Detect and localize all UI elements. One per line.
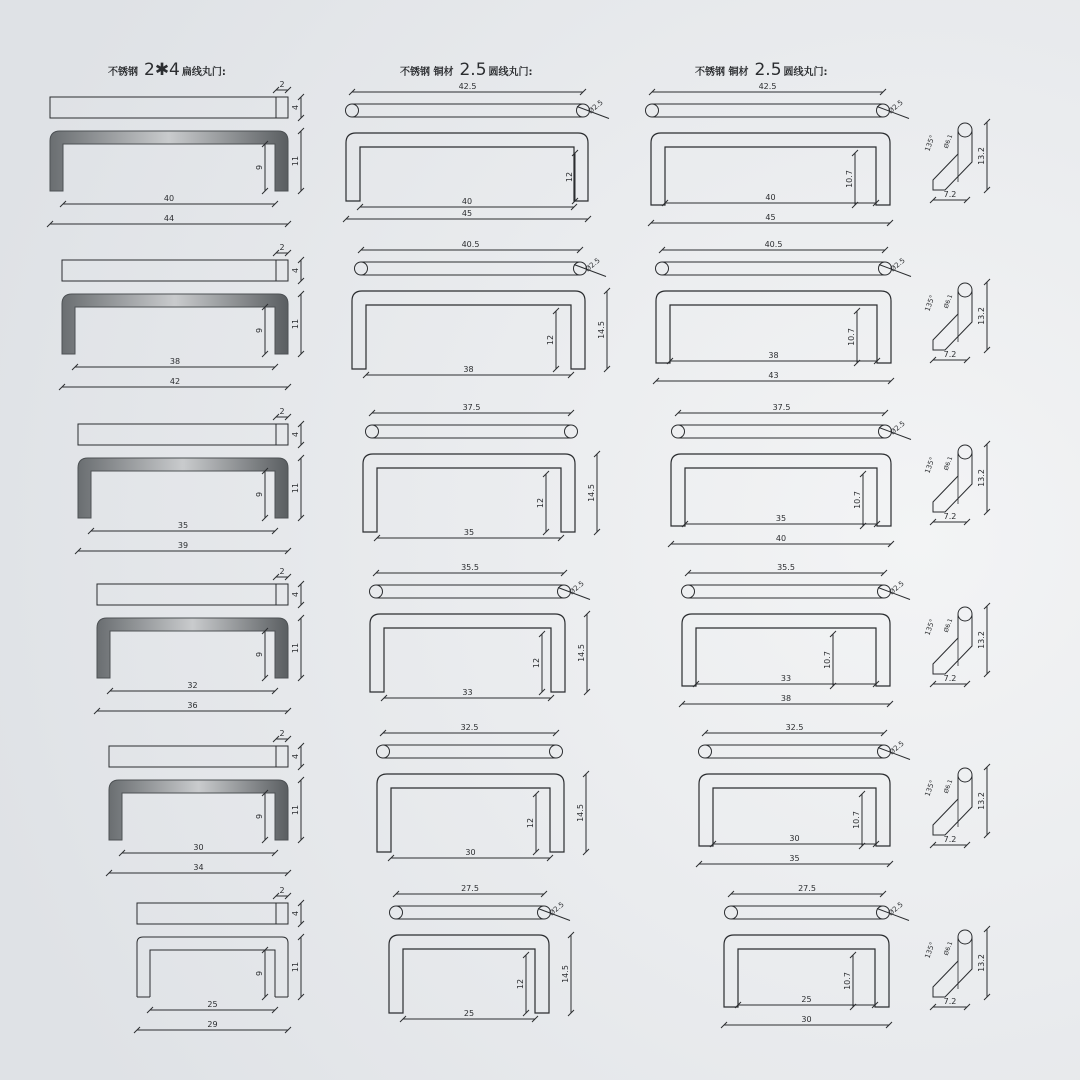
inner-length-dim-label: 38 xyxy=(463,365,474,374)
plate-height-dim-label: 4 xyxy=(291,431,300,438)
wire-length-dim-label: 35.5 xyxy=(777,563,795,572)
diameter-label: Ø2.5 xyxy=(547,900,566,918)
diameter-label: Ø2.5 xyxy=(888,419,907,437)
profile-width-dim-label: 7.2 xyxy=(943,997,957,1006)
diameter-label: Ø6.1 xyxy=(942,940,955,957)
profile-height-dim-label: 13.2 xyxy=(977,631,986,649)
angle-label: 135° xyxy=(923,618,937,637)
header-material: 不锈钢 铜材 xyxy=(695,67,749,78)
diameter-label: Ø2.5 xyxy=(586,98,605,116)
outer-length-dim-label: 30 xyxy=(801,1015,812,1024)
diameter-label: Ø6.1 xyxy=(942,133,955,150)
diameter-label: Ø6.1 xyxy=(942,778,955,795)
plate-height-dim-label: 4 xyxy=(291,753,300,760)
inner-length-dim-label: 32 xyxy=(187,681,198,690)
header-material: 不锈钢 xyxy=(108,67,138,78)
outer-height-dim-label: 14.5 xyxy=(576,804,585,822)
outer-length-dim-label: 40 xyxy=(775,534,787,543)
header-type: 圆线丸门: xyxy=(783,67,828,78)
outer-length-dim-label: 42 xyxy=(169,377,181,386)
inner-length-dim-label: 30 xyxy=(193,843,204,852)
outer-height-dim-label: 14.5 xyxy=(597,321,606,339)
wire-length-dim-label: 27.5 xyxy=(461,884,479,893)
header-type: 圆线丸门: xyxy=(488,67,533,78)
profile-width-dim-label: 7.2 xyxy=(943,190,957,199)
profile-width-dim-label: 7.2 xyxy=(943,674,957,683)
inner-length-dim-label: 35 xyxy=(775,514,787,523)
wire-length-dim-label: 32.5 xyxy=(460,723,479,732)
wire-length-dim-label: 42.5 xyxy=(758,82,777,91)
inner-height-dim-label: 10.7 xyxy=(853,491,862,509)
inner-length-dim-label: 25 xyxy=(801,995,812,1004)
profile-width-dim-label: 7.2 xyxy=(943,512,957,521)
profile-width-dim-label: 7.2 xyxy=(943,350,957,359)
outer-length-dim-label: 45 xyxy=(461,209,473,218)
angle-label: 135° xyxy=(923,779,937,798)
angle-label: 135° xyxy=(923,134,937,153)
inner-height-dim-label: 9 xyxy=(255,970,264,977)
outer-height-dim-label: 11 xyxy=(291,318,300,330)
header-type: 扁线丸门: xyxy=(181,67,226,78)
inner-height-dim-label: 12 xyxy=(532,657,541,669)
inner-length-dim-label: 38 xyxy=(768,351,779,360)
inner-length-dim-label: 30 xyxy=(789,834,800,843)
header-size: 2.5 xyxy=(754,60,782,80)
inner-length-dim-label: 35 xyxy=(463,528,475,537)
plate-height-dim-label: 4 xyxy=(291,591,300,598)
outer-length-dim-label: 43 xyxy=(768,371,779,380)
inner-length-dim-label: 38 xyxy=(169,357,181,366)
outer-height-dim-label: 11 xyxy=(291,642,300,654)
outer-height-dim-label: 14.5 xyxy=(561,965,570,983)
plate-thickness-dim-label: 2 xyxy=(279,407,285,416)
inner-length-dim-label: 40 xyxy=(163,194,175,203)
outer-height-dim-label: 14.5 xyxy=(577,644,586,662)
diameter-label: Ø2.5 xyxy=(887,739,906,757)
wire-length-dim-label: 40.5 xyxy=(764,240,783,249)
wire-length-dim-label: 37.5 xyxy=(772,403,791,412)
header-material: 不锈钢 铜材 xyxy=(400,67,454,78)
outer-length-dim-label: 44 xyxy=(163,214,175,223)
outer-height-dim-label: 11 xyxy=(291,155,300,167)
diameter-label: Ø2.5 xyxy=(886,98,905,116)
header-size: 2✱4 xyxy=(144,60,180,80)
outer-length-dim-label: 34 xyxy=(193,863,204,872)
plate-height-dim-label: 4 xyxy=(291,267,300,274)
inner-height-dim-label: 9 xyxy=(255,327,264,334)
plate-height-dim-label: 4 xyxy=(291,910,300,917)
outer-height-dim-label: 11 xyxy=(291,804,300,816)
plate-height-dim-label: 4 xyxy=(291,104,300,111)
plate-thickness-dim-label: 2 xyxy=(279,729,285,738)
inner-height-dim-label: 9 xyxy=(255,813,264,820)
profile-height-dim-label: 13.2 xyxy=(977,307,986,325)
wire-length-dim-label: 42.5 xyxy=(458,82,477,91)
inner-length-dim-label: 25 xyxy=(463,1009,475,1018)
plate-thickness-dim-label: 2 xyxy=(279,80,285,89)
inner-height-dim-label: 10.7 xyxy=(852,811,861,829)
inner-length-dim-label: 33 xyxy=(462,688,473,697)
inner-height-dim-label: 10.7 xyxy=(843,972,852,990)
angle-label: 135° xyxy=(923,456,937,475)
inner-length-dim-label: 35 xyxy=(177,521,189,530)
profile-height-dim-label: 13.2 xyxy=(977,954,986,972)
outer-height-dim-label: 11 xyxy=(291,482,300,494)
inner-length-dim-label: 40 xyxy=(765,193,776,202)
outer-length-dim-label: 45 xyxy=(765,213,776,222)
outer-length-dim-label: 36 xyxy=(187,701,198,710)
profile-height-dim-label: 13.2 xyxy=(977,469,986,487)
outer-length-dim-label: 38 xyxy=(780,694,792,703)
outer-length-dim-label: 29 xyxy=(207,1020,218,1029)
inner-height-dim-label: 9 xyxy=(255,491,264,498)
inner-height-dim-label: 12 xyxy=(546,334,555,346)
wire-length-dim-label: 35.5 xyxy=(461,563,479,572)
inner-height-dim-label: 12 xyxy=(526,817,535,829)
inner-height-dim-label: 10.7 xyxy=(823,651,832,669)
header-size: 2.5 xyxy=(459,60,487,80)
angle-label: 135° xyxy=(923,941,937,960)
inner-height-dim-label: 9 xyxy=(255,164,264,171)
plate-thickness-dim-label: 2 xyxy=(279,886,285,895)
plate-thickness-dim-label: 2 xyxy=(279,243,285,252)
inner-height-dim-label: 9 xyxy=(255,651,264,658)
inner-height-dim-label: 10.7 xyxy=(847,328,856,346)
outer-length-dim-label: 35 xyxy=(789,854,800,863)
inner-height-dim-label: 12 xyxy=(536,497,545,509)
plate-thickness-dim-label: 2 xyxy=(279,567,285,576)
wire-length-dim-label: 32.5 xyxy=(785,723,804,732)
angle-label: 135° xyxy=(923,294,937,313)
inner-length-dim-label: 25 xyxy=(207,1000,218,1009)
diameter-label: Ø6.1 xyxy=(942,617,955,634)
diameter-label: Ø2.5 xyxy=(887,579,906,597)
inner-height-dim-label: 12 xyxy=(565,171,574,183)
inner-height-dim-label: 10.7 xyxy=(845,170,854,188)
wire-length-dim-label: 27.5 xyxy=(798,884,816,893)
outer-height-dim-label: 14.5 xyxy=(587,484,596,502)
profile-height-dim-label: 13.2 xyxy=(977,792,986,810)
diameter-label: Ø2.5 xyxy=(886,900,905,918)
diameter-label: Ø2.5 xyxy=(567,579,586,597)
outer-height-dim-label: 11 xyxy=(291,961,300,973)
inner-height-dim-label: 12 xyxy=(516,978,525,990)
inner-length-dim-label: 33 xyxy=(780,674,792,683)
inner-length-dim-label: 30 xyxy=(465,848,476,857)
profile-width-dim-label: 7.2 xyxy=(943,835,957,844)
diameter-label: Ø2.5 xyxy=(888,256,907,274)
profile-height-dim-label: 13.2 xyxy=(977,147,986,165)
wire-length-dim-label: 37.5 xyxy=(462,403,481,412)
wire-length-dim-label: 40.5 xyxy=(461,240,480,249)
diameter-label: Ø6.1 xyxy=(942,293,955,310)
inner-length-dim-label: 40 xyxy=(461,197,473,206)
diameter-label: Ø2.5 xyxy=(583,256,602,274)
diameter-label: Ø6.1 xyxy=(942,455,955,472)
outer-length-dim-label: 39 xyxy=(177,541,189,550)
